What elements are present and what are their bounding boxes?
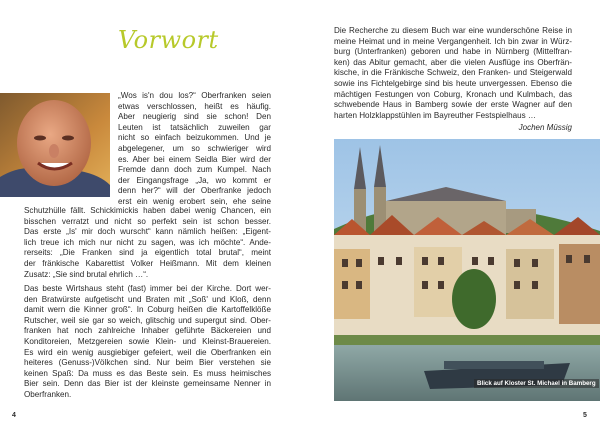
intro-paragraph-3: Das beste Wirtshaus steht (fast) immer bei der Kirche. Dort wer- den Bratwürste aufgetischt und Braten mit „Soß' und Kloß, denn damit wern die Kinner groß“. In Coburg heißen die Kartoffelklöße Rutscher, weil sie gar so weich, glitschig und supergut sind. Ober- franken hat noch zahlreiche Inhaber geführte Bäckereien und Konditoreien, Metzgereien sowie Klein- und Kleinst-Brauereien. Es wird ein wenig ausgiebiger gefeiert, weil die Oberfranken ein heiteres (Genuss-)Völkchen sind. Nur beim Bier verstehen sie keinen Spaß: Da muss es das Beste sein. Es muss heimisches Bier sein. Denn das Bier ist der kleinste gemeinsame Nenner in Oberfranken. [24, 284, 271, 399]
right-page [300, 0, 600, 430]
photo-caption: Blick auf Kloster St. Michael in Bamberg [474, 379, 599, 388]
page-number: 5 [583, 412, 587, 419]
author-portrait [0, 93, 110, 197]
intro-paragraph-4: Die Recherche zu diesem Buch war eine wunderschöne Reise in meine Heimat und in meine Vergangenheit. Ich bin zwar in Würz- burg (Unterfranken) geboren und habe in Nürnberg (Mittelfran- ken) das Abitur gemacht, aber die vielen Ausflüge ins Oberfrän- kische, in die Fränkische Schweiz, den Franken- und Steigerwald sowie ins Fichtelgebirge sind bis heute unvergessen. Ebenso die mächtigen Festungen von Coburg, Kronach und Kulmbach, das schwebende Haus in Bamberg sowie der erste Wagner auf den harten Holzklappstühlen im Bayreuther Festspielhaus … [334, 26, 572, 120]
bamberg-photo [334, 139, 600, 401]
page-number: 4 [12, 412, 16, 419]
intro-paragraph-1: „Wos is'n dou los?“ Oberfranken seien etwas verschlossen, heißt es häufig. Aber neugierig sind sie schon! Den Leuten ist tatsächlich zuweilen gar nicht so einfach beizukommen. Und je abgelegener, um so schwieriger wird es. Aber bei einem Seidla Bier wird der Fremde dann doch zum Kumpel. Nach der Eingangsfrage „Ja, wo kommt er denn her?“ will der Oberfranke jedoch erst ein wenig erobert sein, ehe seine [118, 91, 271, 206]
author-signature: Jochen Müssig [518, 123, 572, 132]
intro-paragraph-2: Schutzhülle fällt. Schickimickis haben dabei wenig Chancen, ein bisschen verratzt und nicht so perfekt sein ist schon besser. Das erste „Is' mir doch wurscht“ kann nämlich heißen: „Eigent- lich treue ich mich nur nicht zu sagen, was ich möchte“. Ande- rerseits: „Die Franken sind ja eigentlich total brutal“, meint der fränkische Kabarettist Volker Heißmann. Mit dem kleinen Zusatz: „Sie sind brutal ehrlich …“. [24, 206, 271, 279]
page-title: Vorwort [118, 26, 219, 54]
